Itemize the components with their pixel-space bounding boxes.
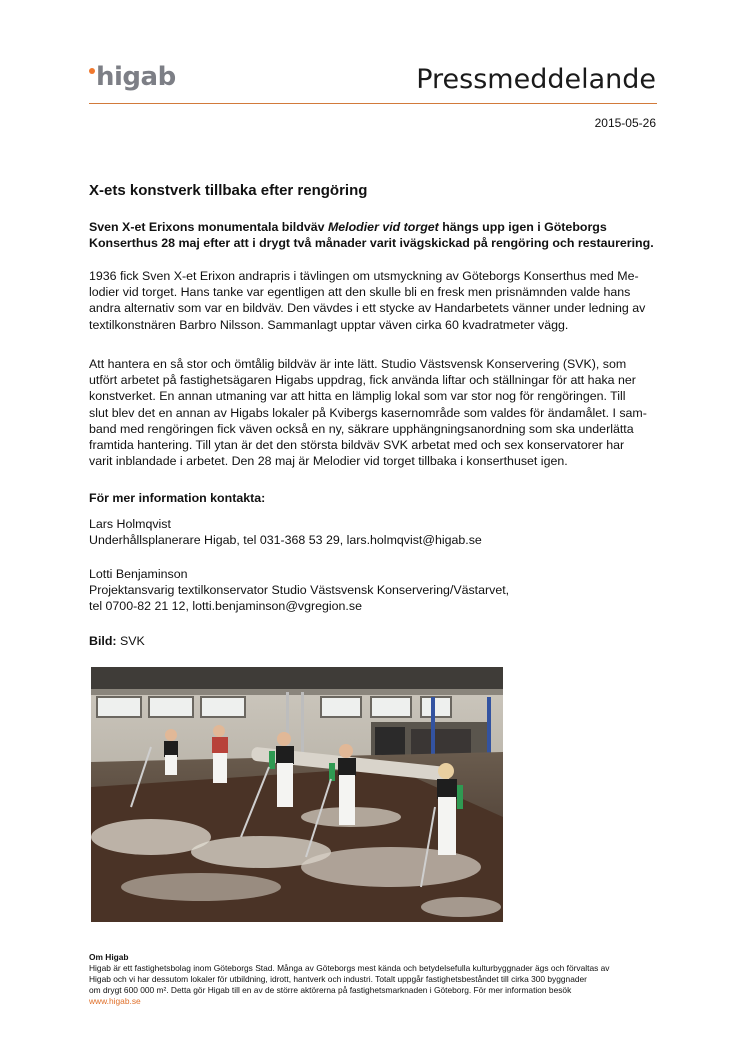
image-credit-value: SVK xyxy=(116,634,145,648)
higab-website-link[interactable]: www.higab.se xyxy=(89,996,141,1006)
release-date: 2015-05-26 xyxy=(594,116,656,130)
header-divider xyxy=(89,103,657,104)
document-type-title: Pressmeddelande xyxy=(416,64,656,95)
logo-text: higab xyxy=(96,62,176,92)
article-paragraph-1 xyxy=(89,268,659,333)
paragraph-line: textilkonstnären Barbro Nilsson. Sammanlagt upptar väven cirka 60 kvadratmeter vägg. xyxy=(89,317,569,332)
contact-lars-holmqvist xyxy=(89,516,659,548)
lead-part-2: hängs upp igen i Göteborgs Konserthus 28 maj efter att i drygt två månader varit ivägskickad på rengöring och restaurering. xyxy=(89,220,654,251)
press-photo xyxy=(91,667,503,922)
paragraph-line: varit inblandade i arbetet. Den 28 maj är Melodier vid torget tillbaka i konserthuset igen. xyxy=(89,454,568,469)
article-headline: X-ets konstverk tillbaka efter rengöring xyxy=(89,182,368,199)
contact-details: tel 0700-82 21 12, lotti.benjaminson@vgregion.se xyxy=(89,599,362,614)
paragraph-line: Att hantera en så stor och ömtålig bildväv är inte lätt. Studio Västsvensk Konservering (SVK), som xyxy=(89,357,627,371)
paragraph-line: konstverket. En annan utmaning var att hitta en lämplig lokal som var stor nog för rengöringen. Till xyxy=(89,389,626,404)
paragraph-line: slut blev det en annan av Higabs lokaler på Kvibergs kasernområde som valdes för ändamålet. I sam- xyxy=(89,405,647,420)
paragraph-line: band med rengöringen fick väven också en ny, säkrare upphängningsanordning som ska underlätta xyxy=(89,421,634,436)
image-credit xyxy=(89,633,659,649)
paragraph-line: framtida hantering. Till ytan är det den största bildväv SVK arbetat med och sex konservatorer har xyxy=(89,438,625,453)
contact-heading: För mer information kontakta: xyxy=(89,491,266,505)
paragraph-line: andra alternativ som var en bildväv. Den vävdes i ett stycke av Handarbetets vänner under ledning av xyxy=(89,301,646,316)
contact-name: Lotti Benjaminson xyxy=(89,567,188,581)
article-lead xyxy=(89,219,659,251)
footer-heading: Om Higab xyxy=(89,952,129,962)
paragraph-line: lodier vid torget. Hans tanke var egentligen att den skulle bli en fresk men prisnämnden valde hans xyxy=(89,285,631,300)
contact-details: Underhållsplanerare Higab, tel 031-368 53 29, lars.holmqvist@higab.se xyxy=(89,533,482,548)
about-higab-footer xyxy=(89,952,664,1007)
footer-line: om drygt 600 000 m². Detta gör Higab till en av de större aktörerna på fastighetsmarknaden i Göteborg. För mer information besök xyxy=(89,985,572,995)
paragraph-line: 1936 fick Sven X-et Erixon andrapris i tävlingen om utsmyckning av Göteborgs Konserthus med Me- xyxy=(89,269,639,283)
article-paragraph-2 xyxy=(89,356,659,469)
logo-dot-icon xyxy=(89,68,95,74)
contact-details: Projektansvarig textilkonservator Studio Västsvensk Konservering/Västarvet, xyxy=(89,583,510,598)
contact-name: Lars Holmqvist xyxy=(89,517,171,531)
tapestry-cleaning-photo xyxy=(91,667,503,922)
lead-part-1: Sven X-et Erixons monumentala bildväv xyxy=(89,220,328,234)
footer-line: Higab och vi har dessutom lokaler för utbildning, idrott, hantverk och industri. Totalt uppgår fastighetsbeståndet till cirka 300 byggnader xyxy=(89,974,587,984)
lead-artwork-title: Melodier vid torget xyxy=(327,220,439,234)
footer-line: Higab är ett fastighetsbolag inom Göteborgs Stad. Många av Göteborgs mest kända och betydelsefulla kulturbyggnader ägs och förvaltas av xyxy=(89,963,610,973)
worker-figure-1 xyxy=(164,729,178,775)
paragraph-line: utfört arbetet på fastighetsägaren Higabs uppdrag, fick använda liftar och ställningar för att haka ner xyxy=(89,373,636,388)
image-credit-label: Bild: xyxy=(89,634,117,648)
higab-logo xyxy=(89,60,176,100)
contact-lotti-benjaminson xyxy=(89,566,659,615)
